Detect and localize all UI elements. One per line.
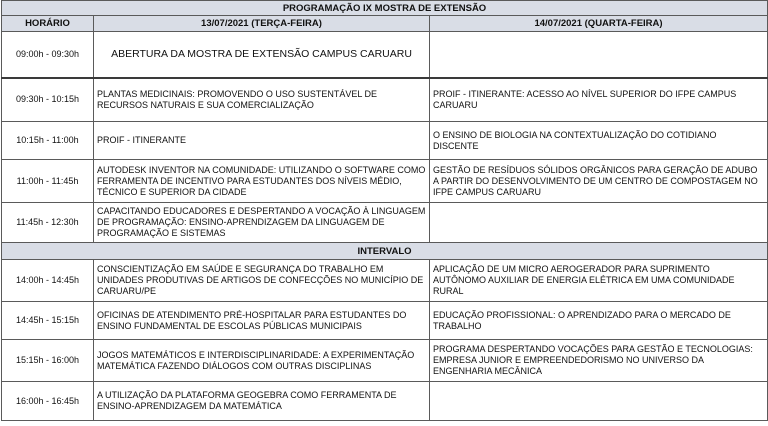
row-day1: CONSCIENTIZAÇÃO EM SAÚDE E SEGURANÇA DO TRABALHO EM UNIDADES PRODUTIVAS DE ARTIGOS DE CONFECÇÕES NO MUNICÍPIO DE CARUARU/PE — [94, 260, 430, 302]
table-row — [2, 382, 768, 421]
row-day2: PROGRAMA DESPERTANDO VOCAÇÕES PARA GESTÃO E TECNOLOGIAS: EMPRESA JUNIOR E EMPREENDEDORISMO NO UNIVERSO DA ENGENHARIA MECÂNICA — [430, 340, 768, 382]
row-day2 — [430, 32, 768, 78]
row-day1: ABERTURA DA MOSTRA DE EXTENSÃO CAMPUS CARUARU — [94, 32, 430, 78]
break-row — [2, 243, 768, 260]
row-time: 09:30h - 10:15h — [2, 78, 94, 122]
header-day2: 14/07/2021 (QUARTA-FEIRA) — [430, 16, 768, 32]
schedule-table — [1, 0, 768, 421]
row-time: 15:15h - 16:00h — [2, 340, 94, 382]
row-day1: OFICINAS DE ATENDIMENTO PRÉ-HOSPITALAR PARA ESTUDANTES DO ENSINO FUNDAMENTAL DE ESCOLAS PÚBLICAS MUNICIPAIS — [94, 302, 430, 340]
row-day1: CAPACITANDO EDUCADORES E DESPERTANDO A VOCAÇÃO À LINGUAGEM DE PROGRAMAÇÃO: ENSINO-APRENDIZAGEM DA LINGUAGEM DE PROGRAMAÇÃO E SISTEMAS — [94, 203, 430, 243]
row-time: 09:00h - 09:30h — [2, 32, 94, 78]
break-label: INTERVALO — [2, 243, 768, 260]
table-row — [2, 260, 768, 302]
row-day2: GESTÃO DE RESÍDUOS SÓLIDOS ORGÂNICOS PARA GERAÇÃO DE ADUBO A PARTIR DO DESENVOLVIMENTO DE UM CENTRO DE COMPOSTAGEM NO IFPE CAMPUS CARUARU — [430, 160, 768, 203]
row-day1: AUTODESK INVENTOR NA COMUNIDADE: UTILIZANDO O SOFTWARE COMO FERRAMENTA DE INCENTIVO PARA ESTUDANTES DOS NÍVEIS MÉDIO, TÉCNICO E SUPERIOR DA CIDADE — [94, 160, 430, 203]
row-day1: PLANTAS MEDICINAIS: PROMOVENDO O USO SUSTENTÁVEL DE RECURSOS NATURAIS E SUA COMERCIALIZAÇÃO — [94, 78, 430, 122]
row-time: 14:45h - 15:15h — [2, 302, 94, 340]
table-row — [2, 340, 768, 382]
row-day2 — [430, 382, 768, 421]
header-day1: 13/07/2021 (TERÇA-FEIRA) — [94, 16, 430, 32]
table-row — [2, 160, 768, 203]
row-time: 11:00h - 11:45h — [2, 160, 94, 203]
table-row — [2, 203, 768, 243]
row-day1: JOGOS MATEMÁTICOS E INTERDISCIPLINARIDADE: A EXPERIMENTAÇÃO MATEMÁTICA FAZENDO DIÁLOGOS COM OUTRAS DISCIPLINAS — [94, 340, 430, 382]
title-row — [2, 1, 768, 16]
row-time: 10:15h - 11:00h — [2, 122, 94, 160]
table-row — [2, 32, 768, 78]
row-day1: PROIF - ITINERANTE — [94, 122, 430, 160]
table-row — [2, 122, 768, 160]
header-time: HORÁRIO — [2, 16, 94, 32]
row-time: 14:00h - 14:45h — [2, 260, 94, 302]
row-day2: PROIF - ITINERANTE: ACESSO AO NÍVEL SUPERIOR DO IFPE CAMPUS CARUARU — [430, 78, 768, 122]
schedule-title: PROGRAMAÇÃO IX MOSTRA DE EXTENSÃO — [2, 1, 768, 16]
row-day2: APLICAÇÃO DE UM MICRO AEROGERADOR PARA SUPRIMENTO AUTÔNOMO AUXILIAR DE ENERGIA ELÉTRICA EM UMA COMUNIDADE RURAL — [430, 260, 768, 302]
row-day2: EDUCAÇÃO PROFISSIONAL: O APRENDIZADO PARA O MERCADO DE TRABALHO — [430, 302, 768, 340]
table-row — [2, 302, 768, 340]
row-day1: A UTILIZAÇÃO DA PLATAFORMA GEOGEBRA COMO FERRAMENTA DE ENSINO-APRENDIZAGEM DA MATEMÁTICA — [94, 382, 430, 421]
header-row — [2, 16, 768, 32]
row-time: 11:45h - 12:30h — [2, 203, 94, 243]
row-day2: O ENSINO DE BIOLOGIA NA CONTEXTUALIZAÇÃO DO COTIDIANO DISCENTE — [430, 122, 768, 160]
row-time: 16:00h - 16:45h — [2, 382, 94, 421]
table-row — [2, 78, 768, 122]
row-day2 — [430, 203, 768, 243]
